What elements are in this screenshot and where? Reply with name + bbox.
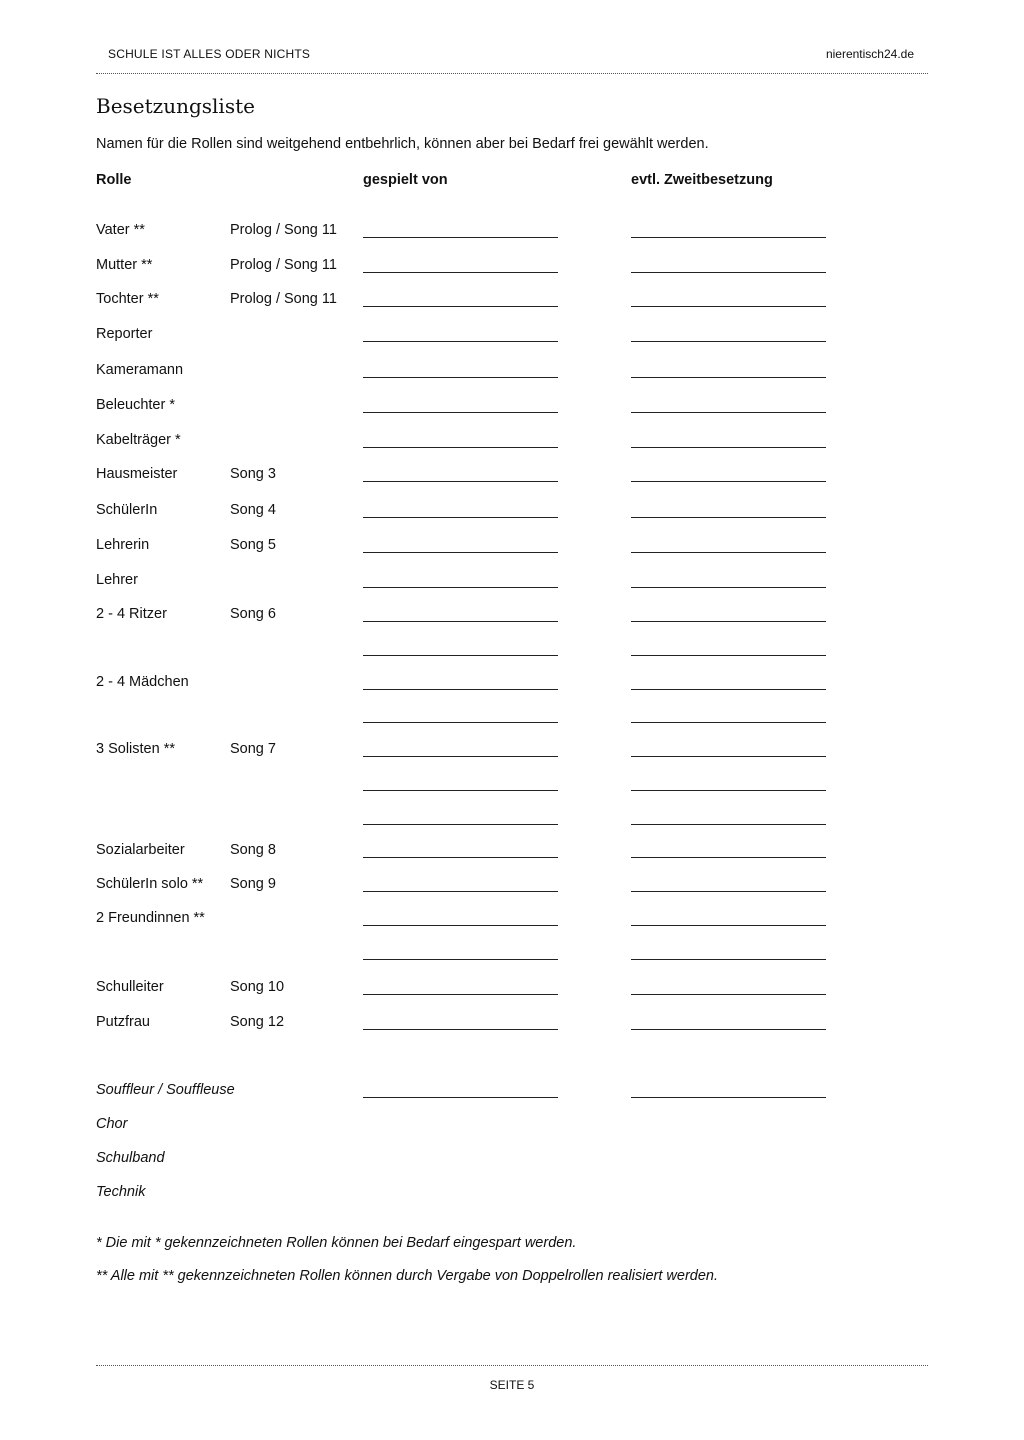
role-name: 2 Freundinnen **: [96, 910, 205, 926]
played-by-line[interactable]: [363, 552, 558, 553]
role-song: Song 7: [230, 741, 276, 757]
page-number: SEITE 5: [489, 1378, 535, 1392]
role-name: Schulleiter: [96, 979, 164, 995]
role-name: 3 Solisten **: [96, 741, 175, 757]
role-song: Song 4: [230, 502, 276, 518]
played-by-line[interactable]: [363, 621, 558, 622]
second-cast-line[interactable]: [631, 790, 826, 791]
second-cast-line[interactable]: [631, 552, 826, 553]
extra-role-name: Chor: [96, 1116, 128, 1132]
role-song: Prolog / Song 11: [230, 291, 337, 307]
played-by-line[interactable]: [363, 447, 558, 448]
played-by-line[interactable]: [363, 341, 558, 342]
second-cast-line[interactable]: [631, 655, 826, 656]
role-name: Vater **: [96, 222, 145, 238]
second-cast-line[interactable]: [631, 587, 826, 588]
extra-role-name: Technik: [96, 1184, 146, 1200]
played-by-line[interactable]: [363, 412, 558, 413]
role-name: Lehrerin: [96, 537, 150, 553]
role-song: Song 10: [230, 979, 285, 995]
second-cast-line[interactable]: [631, 1097, 826, 1098]
played-by-line[interactable]: [363, 377, 558, 378]
role-name: Kabelträger *: [96, 432, 181, 448]
played-by-line[interactable]: [363, 959, 558, 960]
column-header-second-cast: evtl. Zweitbesetzung: [631, 172, 773, 188]
role-song: Song 9: [230, 876, 276, 892]
role-name: Reporter: [96, 326, 153, 342]
header-website: nierentisch24.de: [825, 47, 914, 61]
extra-role-name: Schulband: [96, 1150, 165, 1166]
played-by-line[interactable]: [363, 689, 558, 690]
role-name: 2 - 4 Ritzer: [96, 606, 167, 622]
second-cast-line[interactable]: [631, 722, 826, 723]
column-header-played-by: gespielt von: [363, 172, 448, 188]
second-cast-line[interactable]: [631, 341, 826, 342]
role-song: Prolog / Song 11: [230, 257, 337, 273]
played-by-line[interactable]: [363, 891, 558, 892]
second-cast-line[interactable]: [631, 891, 826, 892]
played-by-line[interactable]: [363, 237, 558, 238]
role-name: SchülerIn solo **: [96, 876, 204, 892]
second-cast-line[interactable]: [631, 925, 826, 926]
second-cast-line[interactable]: [631, 447, 826, 448]
role-name: Hausmeister: [96, 466, 178, 482]
played-by-line[interactable]: [363, 306, 558, 307]
footnote-single-star: * Die mit * gekennzeichneten Rollen können bei Bedarf eingespart werden.: [96, 1235, 577, 1251]
column-header-role: Rolle: [96, 172, 132, 188]
played-by-line[interactable]: [363, 1097, 558, 1098]
role-song: Song 6: [230, 606, 276, 622]
played-by-line[interactable]: [363, 857, 558, 858]
intro-text: Namen für die Rollen sind weitgehend entbehrlich, können aber bei Bedarf frei gewählt werden.: [96, 136, 709, 152]
role-song: Song 5: [230, 537, 276, 553]
footer-divider: [96, 1365, 928, 1366]
role-name: Kameramann: [96, 362, 184, 378]
header-title: SCHULE IST ALLES ODER NICHTS: [108, 47, 311, 61]
header-divider: [96, 73, 928, 74]
played-by-line[interactable]: [363, 481, 558, 482]
role-song: Song 3: [230, 466, 276, 482]
second-cast-line[interactable]: [631, 994, 826, 995]
second-cast-line[interactable]: [631, 689, 826, 690]
role-name: Beleuchter *: [96, 397, 175, 413]
second-cast-line[interactable]: [631, 824, 826, 825]
second-cast-line[interactable]: [631, 272, 826, 273]
played-by-line[interactable]: [363, 1029, 558, 1030]
page-title: Besetzungsliste: [96, 94, 255, 118]
played-by-line[interactable]: [363, 824, 558, 825]
second-cast-line[interactable]: [631, 237, 826, 238]
played-by-line[interactable]: [363, 272, 558, 273]
second-cast-line[interactable]: [631, 412, 826, 413]
played-by-line[interactable]: [363, 756, 558, 757]
footnote-double-star: ** Alle mit ** gekennzeichneten Rollen können durch Vergabe von Doppelrollen realisiert werden.: [96, 1268, 718, 1284]
role-name: Lehrer: [96, 572, 138, 588]
played-by-line[interactable]: [363, 790, 558, 791]
role-name: Putzfrau: [96, 1014, 150, 1030]
played-by-line[interactable]: [363, 925, 558, 926]
second-cast-line[interactable]: [631, 756, 826, 757]
extra-role-name: Souffleur / Souffleuse: [96, 1082, 235, 1098]
second-cast-line[interactable]: [631, 621, 826, 622]
role-name: SchülerIn: [96, 502, 158, 518]
role-song: Song 12: [230, 1014, 285, 1030]
second-cast-line[interactable]: [631, 1029, 826, 1030]
played-by-line[interactable]: [363, 994, 558, 995]
second-cast-line[interactable]: [631, 481, 826, 482]
played-by-line[interactable]: [363, 655, 558, 656]
role-name: Mutter **: [96, 257, 153, 273]
role-song: Song 8: [230, 842, 276, 858]
played-by-line[interactable]: [363, 517, 558, 518]
role-name: 2 - 4 Mädchen: [96, 674, 189, 690]
played-by-line[interactable]: [363, 587, 558, 588]
second-cast-line[interactable]: [631, 377, 826, 378]
played-by-line[interactable]: [363, 722, 558, 723]
second-cast-line[interactable]: [631, 306, 826, 307]
second-cast-line[interactable]: [631, 857, 826, 858]
role-name: Tochter **: [96, 291, 159, 307]
second-cast-line[interactable]: [631, 959, 826, 960]
role-name: Sozialarbeiter: [96, 842, 185, 858]
role-song: Prolog / Song 11: [230, 222, 337, 238]
second-cast-line[interactable]: [631, 517, 826, 518]
